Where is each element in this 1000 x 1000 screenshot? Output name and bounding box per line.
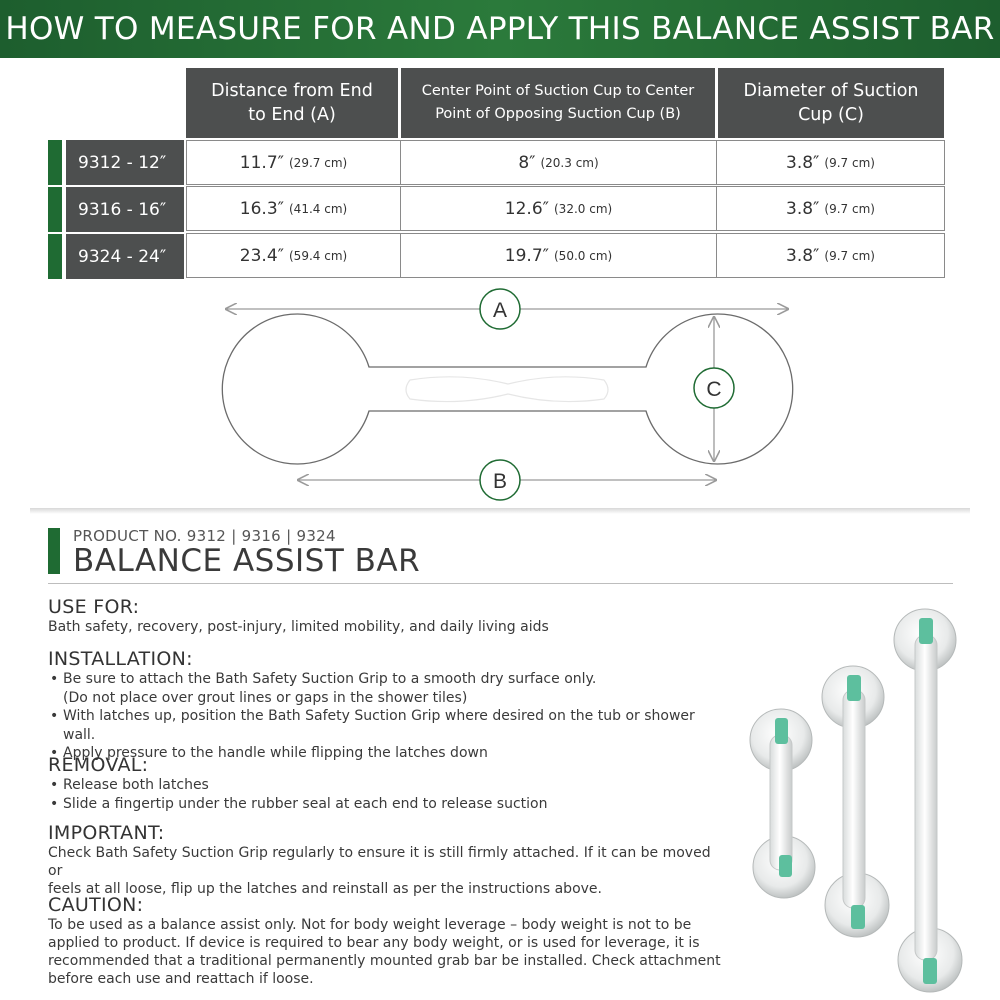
measurement-diagram [0,285,1000,510]
product-photo [735,600,1000,1000]
value-cm: (9.7 cm) [824,155,875,170]
value-in: 11.7″ [239,152,284,173]
section-text-line: before each use and reattach if loose. [48,971,314,987]
page-banner [0,0,1000,58]
latch [919,618,933,644]
section-heading: INSTALLATION: [48,648,193,670]
section-removal [48,754,728,813]
list-item-text: Be sure to attach the Bath Safety Suction Grip to a smooth dry surface only. [63,671,597,687]
value-in: 23.4″ [239,245,284,266]
table-cell-a [186,140,401,185]
value-cm: (9.7 cm) [824,201,875,216]
value-cm: (50.0 cm) [554,248,613,263]
table-cell-b [400,186,717,231]
header-line: to End (A) [248,105,336,125]
table-cell-c [716,233,945,278]
value-in: 19.7″ [504,245,549,266]
section-heading: REMOVAL: [48,754,149,776]
section-text-line: recommended that a traditional permanently mounted grab bar be installed. Check attachment [48,953,721,969]
list-item [48,707,728,744]
latch [847,675,861,701]
row-label: 9316 - 16″ [66,187,184,232]
latch [779,855,792,877]
section-use-for [48,596,728,636]
product-accent-bar [48,528,60,574]
header-line: Cup (C) [798,105,864,125]
row-accent [48,140,62,185]
product-number: PRODUCT NO. 9312 | 9316 | 9324 [73,527,336,545]
row-accent [48,234,62,279]
installation-list [48,670,728,763]
label-b: B [492,470,508,493]
section-heading: CAUTION: [48,894,144,916]
section-heading: IMPORTANT: [48,822,165,844]
value-cm: (9.7 cm) [824,248,875,263]
section-important [48,822,728,898]
section-divider [30,508,970,514]
section-heading: USE FOR: [48,596,140,618]
list-item-text: With latches up, position the Bath Safety Suction Grip where desired on the tub or shower wall. [63,708,695,743]
banner-title: HOW TO MEASURE FOR AND APPLY THIS BALANCE ASSIST BAR [5,11,995,47]
list-item: • Slide a fingertip under the rubber seal at each end to release suction [48,795,728,814]
value-in: 8″ [518,152,536,173]
latch [923,958,937,984]
header-diameter [718,68,944,138]
table-cell-a [186,233,401,278]
product-title: BALANCE ASSIST BAR [73,543,421,579]
header-distance-end-to-end [186,68,398,138]
value-in: 16.3″ [239,198,284,219]
grab-bar-16in [822,666,889,937]
section-text-line: Check Bath Safety Suction Grip regularly to ensure it is still firmly attached. If it can be moved or [48,845,711,879]
measurement-table [48,68,948,283]
value-in: 3.8″ [786,198,820,219]
value-cm: (59.4 cm) [289,248,348,263]
section-text-line: To be used as a balance assist only. Not for body weight leverage – body weight is not to be [48,917,692,933]
row-label: 9312 - 12″ [66,140,184,185]
label-c: C [706,378,722,401]
value-in: 12.6″ [504,198,549,219]
section-text-line: applied to product. If device is required to bear any body weight, or is used for leverage, it is [48,935,700,951]
table-cell-b [400,233,717,278]
table-cell-c [716,186,945,231]
section-caution [48,894,728,988]
header-line: Point of Opposing Suction Cup (B) [435,106,681,122]
title-rule [48,583,953,584]
list-item-note: (Do not place over grout lines or gaps in the shower tiles) [63,689,468,706]
section-text-line: feels at all loose, flip up the latches and reinstall as per the instructions above. [48,881,602,897]
section-installation [48,648,728,763]
row-label: 9324 - 24″ [66,234,184,279]
value-cm: (32.0 cm) [554,201,613,216]
row-accent [48,187,62,232]
latch [775,718,788,744]
header-line: Distance from End [211,81,373,101]
value-in: 3.8″ [786,245,820,266]
list-item-text: Apply pressure to the handle while flipping the latches down [63,745,488,761]
removal-list [48,776,728,813]
grab-bar-12in [750,709,815,898]
value-cm: (20.3 cm) [540,155,599,170]
table-cell-b [400,140,717,185]
table-cell-a [186,186,401,231]
section-text: Bath safety, recovery, post-injury, limited mobility, and daily living aids [48,619,549,635]
value-cm: (41.4 cm) [289,201,348,216]
header-center-to-center [401,68,715,138]
latch [851,905,865,929]
grab-bar-24in [894,609,962,992]
value-in: 3.8″ [786,152,820,173]
list-item: • Release both latches [48,776,728,795]
table-cell-c [716,140,945,185]
list-item [48,670,728,707]
label-a: A [492,299,508,322]
header-line: Diameter of Suction [743,81,919,101]
header-line: Center Point of Suction Cup to Center [421,83,695,99]
value-cm: (29.7 cm) [289,155,348,170]
